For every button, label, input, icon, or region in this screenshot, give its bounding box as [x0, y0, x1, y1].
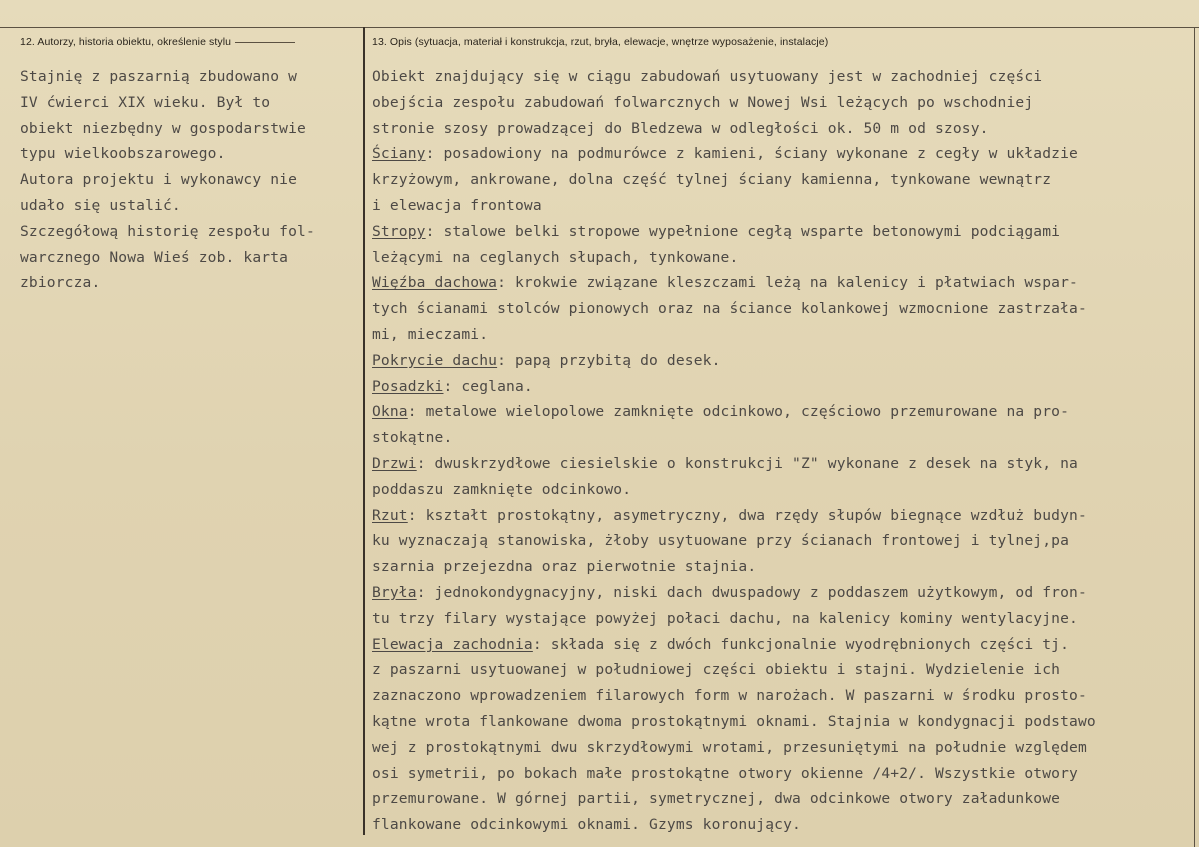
text-line [372, 709, 1096, 735]
line-text: z paszarni usytuowanej w południowej części obiektu i stajni. Wydzielenie ich [372, 661, 1061, 679]
text-line [372, 296, 1096, 322]
line-text: osi symetrii, po bokach małe prostokątne otwory okienne /4+2/. Wszystkie otwory [372, 764, 1078, 782]
text-line [372, 64, 1096, 90]
line-text: obejścia zespołu zabudowań folwarcznych w Nowej Wsi leżących po wschodniej [372, 93, 1034, 111]
text-line [372, 399, 1096, 425]
text-line: udało się ustalić. [20, 196, 181, 214]
text-line [372, 374, 1096, 400]
section-label: Posadzki [372, 377, 444, 395]
line-text: : stalowe belki stropowe wypełnione cegłą wsparte betonowymi podciągami [425, 222, 1061, 240]
section-label: Drzwi [372, 454, 417, 472]
section-label: Więźba dachowa [372, 274, 498, 292]
text-line [372, 683, 1096, 709]
text-line [372, 425, 1096, 451]
text-line: zbiorcza. [20, 274, 101, 292]
text-line [372, 735, 1096, 761]
text-line [372, 632, 1096, 658]
text-line [372, 141, 1096, 167]
text-line [372, 606, 1096, 632]
section-13-heading: 13. Opis (sytuacja, materiał i konstrukcja, rzut, bryła, elewacje, wnętrze wyposażenie, instalacje) [372, 36, 829, 48]
section-label: Stropy [372, 222, 426, 240]
top-rule [0, 27, 1199, 28]
line-text: szarnia przejezdna oraz pierwotnie stajnia. [372, 558, 757, 576]
line-text: tych ścianami stolców pionowych oraz na ściance kolankowej wzmocnione zastrzała- [372, 300, 1087, 318]
text-line [372, 193, 1096, 219]
line-text: : metalowe wielopolowe zamknięte odcinkowo, częściowo przemurowane na pro- [407, 403, 1070, 421]
section-label: Rzut [372, 506, 408, 524]
text-line: Stajnię z paszarnią zbudowano w [20, 68, 298, 85]
text-line [372, 477, 1096, 503]
text-line: warcznego Nowa Wieś zob. karta [20, 248, 289, 266]
text-line [372, 761, 1096, 787]
section-label: Ściany [372, 145, 426, 163]
text-line [372, 245, 1096, 271]
right-edge-rule [1194, 27, 1195, 847]
line-text: poddaszu zamknięte odcinkowo. [372, 480, 632, 498]
section-label: Elewacja zachodnia [372, 635, 533, 653]
text-line [372, 348, 1096, 374]
text-line [372, 451, 1096, 477]
section-label: Bryła [372, 583, 417, 601]
text-line [372, 503, 1096, 529]
text-line: obiekt niezbędny w gospodarstwie [20, 119, 306, 137]
section-12-heading [20, 36, 295, 48]
text-line: typu wielkoobszarowego. [20, 145, 226, 163]
text-line [372, 219, 1096, 245]
line-text: krzyżowym, ankrowane, dolna część tylnej ściany kamienna, tynkowane wewnątrz [372, 171, 1052, 189]
line-text: wej z prostokątnymi dwu skrzydłowymi wrotami, przesuniętymi na południe względem [372, 738, 1087, 756]
heading-underline [235, 42, 295, 43]
text-line [372, 167, 1096, 193]
line-text: kątne wrota flankowane dwoma prostokątnymi oknami. Stajnia w kondygnacji podstawo [372, 712, 1096, 730]
line-text: stronie szosy prowadzącej do Bledzewa w odległości ok. 50 m od szosy. [372, 119, 989, 137]
section-label: Pokrycie dachu [372, 351, 498, 369]
text-line [372, 554, 1096, 580]
text-line [372, 270, 1096, 296]
line-text: ku wyznaczają stanowiska, żłoby usytuowane przy ścianach frontowej i tylnej,pa [372, 532, 1070, 550]
text-line [372, 812, 1096, 838]
line-text: tu trzy filary wystające powyżej połaci dachu, na kalenicy kominy wentylacyjne. [372, 609, 1078, 627]
line-text: : dwuskrzydłowe ciesielskie o konstrukcji "Z" wykonane z desek na styk, na [416, 454, 1078, 472]
line-text: stokątne. [372, 429, 453, 447]
text-line [372, 116, 1096, 142]
line-text: : krokwie związane kleszczami leżą na kalenicy i płatwiach wspar- [497, 274, 1078, 292]
text-line: Szczegółową historię zespołu fol- [20, 222, 315, 240]
text-line [372, 786, 1096, 812]
line-text: : składa się z dwóch funkcjonalnie wyodrębnionych części tj. [532, 635, 1070, 653]
line-text: : papą przybitą do desek. [497, 351, 721, 369]
line-text: Obiekt znajdujący się w ciągu zabudowań usytuowany jest w zachodniej części [372, 68, 1043, 85]
column-divider [363, 27, 365, 835]
line-text: : posadowiony na podmurówce z kamieni, ściany wykonane z cegły w układzie [425, 145, 1078, 163]
text-line [372, 528, 1096, 554]
text-line [372, 90, 1096, 116]
section-label: Okna [372, 403, 408, 421]
section-12-heading-text: 12. Autorzy, historia obiektu, określenie stylu [20, 36, 232, 48]
text-line [372, 580, 1096, 606]
text-line [372, 322, 1096, 348]
line-text: : jednokondygnacyjny, niski dach dwuspadowy z poddaszem użytkowym, od fron- [416, 583, 1087, 601]
section-13-text [372, 64, 1096, 838]
line-text: flankowane odcinkowymi oknami. Gzyms koronujący. [372, 816, 801, 834]
line-text: mi, mieczami. [372, 325, 489, 343]
text-line: IV ćwierci XIX wieku. Był to [20, 93, 271, 111]
text-line [372, 657, 1096, 683]
line-text: zaznaczono wprowadzeniem filarowych form w narożach. W paszarni w środku prosto- [372, 687, 1087, 705]
line-text: i elewacja frontowa [372, 196, 542, 214]
line-text: : kształt prostokątny, asymetryczny, dwa rzędy słupów biegnące wzdłuż budyn- [407, 506, 1087, 524]
section-12-text [20, 64, 315, 296]
line-text: leżącymi na ceglanych słupach, tynkowane. [372, 248, 739, 266]
line-text: przemurowane. W górnej partii, symetrycznej, dwa odcinkowe otwory załadunkowe [372, 790, 1061, 808]
text-line: Autora projektu i wykonawcy nie [20, 171, 298, 189]
line-text: : ceglana. [443, 377, 533, 395]
